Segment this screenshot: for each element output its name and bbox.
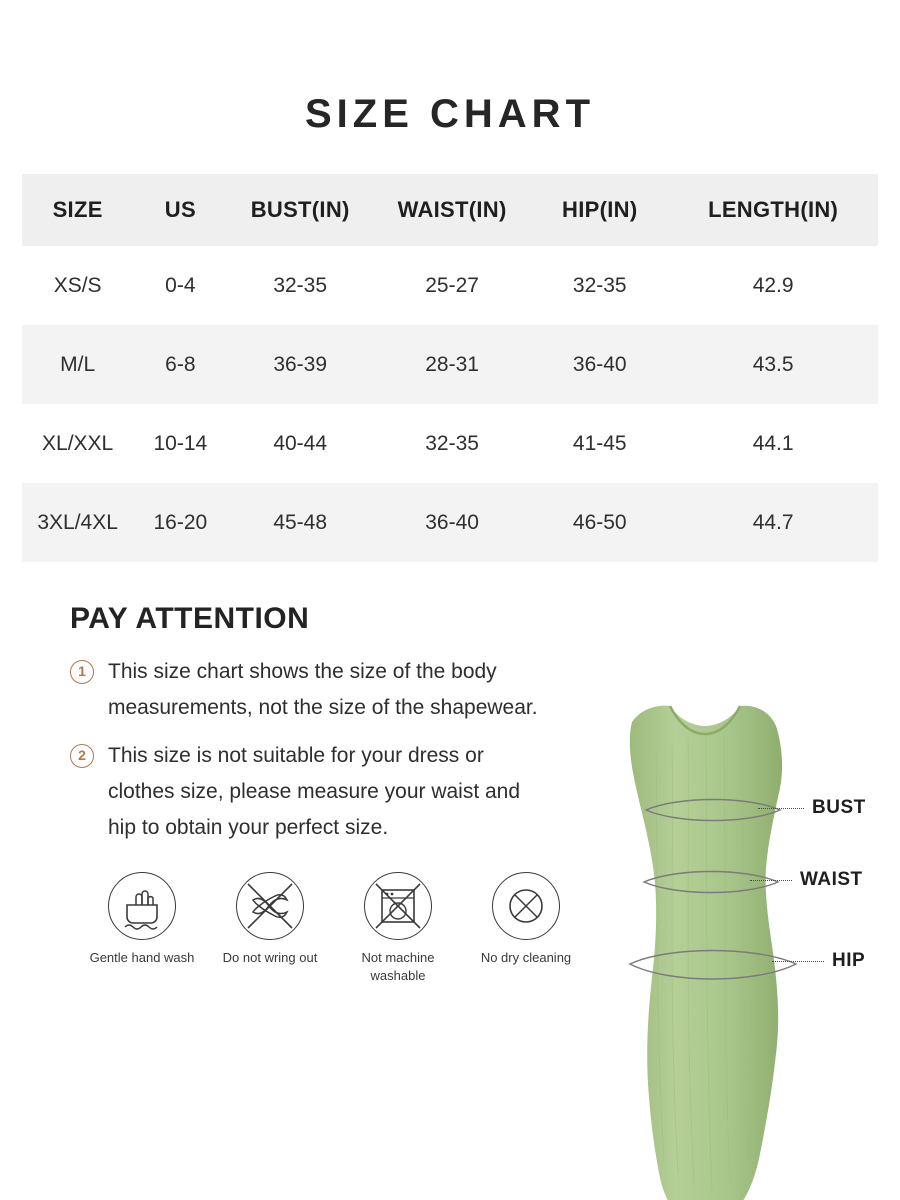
table-header-row — [22, 174, 878, 246]
table-header — [22, 174, 878, 246]
no-dry-clean-icon — [492, 872, 560, 940]
waist-leader-line — [750, 880, 792, 881]
hip-leader-line — [772, 961, 824, 962]
cell-bust: 40-44 — [227, 404, 373, 483]
no-machine-wash-icon — [364, 872, 432, 940]
care-label: Do not wring out — [222, 950, 318, 965]
dress-illustration — [560, 692, 900, 1200]
care-label: Not machine washable — [361, 950, 435, 983]
note-number-badge: 1 — [70, 660, 94, 684]
cell-waist: 25-27 — [373, 246, 531, 325]
cell-us: 10-14 — [133, 404, 227, 483]
cell-size: M/L — [22, 325, 133, 404]
column-header-length: LENGTH(IN) — [668, 174, 878, 246]
cell-hip: 46-50 — [531, 483, 668, 562]
hand-wash-icon — [108, 872, 176, 940]
note-text: This size chart shows the size of the body measurements, not the size of the shapewear. — [108, 660, 538, 719]
cell-size: XL/XXL — [22, 404, 133, 483]
column-header-size: SIZE — [22, 174, 133, 246]
note-text: This size is not suitable for your dress or clothes size, please measure your waist and hip to obtain your perfect size. — [108, 744, 521, 839]
label-bust: BUST — [812, 797, 866, 818]
table-row — [22, 483, 878, 562]
label-hip: HIP — [832, 950, 866, 971]
cell-us: 16-20 — [133, 483, 227, 562]
column-header-hip: HIP(IN) — [531, 174, 668, 246]
size-chart-page — [0, 92, 900, 1200]
cell-waist: 36-40 — [373, 483, 531, 562]
care-item-no-machine-wash — [334, 872, 462, 985]
care-label: Gentle hand wash — [89, 950, 195, 965]
cell-length: 42.9 — [668, 246, 878, 325]
cell-bust: 36-39 — [227, 325, 373, 404]
cell-hip: 41-45 — [531, 404, 668, 483]
table-row — [22, 246, 878, 325]
bust-leader-line — [758, 808, 804, 809]
attention-note — [70, 654, 560, 726]
column-header-us: US — [133, 174, 227, 246]
note-number-badge: 2 — [70, 744, 94, 768]
column-header-waist: WAIST(IN) — [373, 174, 531, 246]
cell-bust: 45-48 — [227, 483, 373, 562]
product-image — [560, 692, 900, 1200]
label-waist: WAIST — [800, 869, 863, 890]
attention-note — [70, 738, 560, 846]
cell-bust: 32-35 — [227, 246, 373, 325]
cell-length: 43.5 — [668, 325, 878, 404]
do-not-wring-icon — [236, 872, 304, 940]
column-header-bust: BUST(IN) — [227, 174, 373, 246]
care-instructions — [70, 872, 590, 985]
cell-size: XS/S — [22, 246, 133, 325]
table-row — [22, 325, 878, 404]
cell-length: 44.1 — [668, 404, 878, 483]
size-table-wrap — [22, 174, 878, 562]
table-body — [22, 246, 878, 562]
table-row — [22, 404, 878, 483]
cell-hip: 36-40 — [531, 325, 668, 404]
cell-waist: 28-31 — [373, 325, 531, 404]
attention-section — [0, 602, 572, 985]
cell-hip: 32-35 — [531, 246, 668, 325]
cell-us: 6-8 — [133, 325, 227, 404]
attention-heading: PAY ATTENTION — [70, 602, 310, 635]
cell-us: 0-4 — [133, 246, 227, 325]
page-title: SIZE CHART — [305, 92, 595, 136]
size-table — [22, 174, 878, 562]
cell-size: 3XL/4XL — [22, 483, 133, 562]
care-label: No dry cleaning — [480, 950, 572, 965]
care-item-do-not-wring — [206, 872, 334, 985]
cell-waist: 32-35 — [373, 404, 531, 483]
care-item-hand-wash — [78, 872, 206, 985]
cell-length: 44.7 — [668, 483, 878, 562]
